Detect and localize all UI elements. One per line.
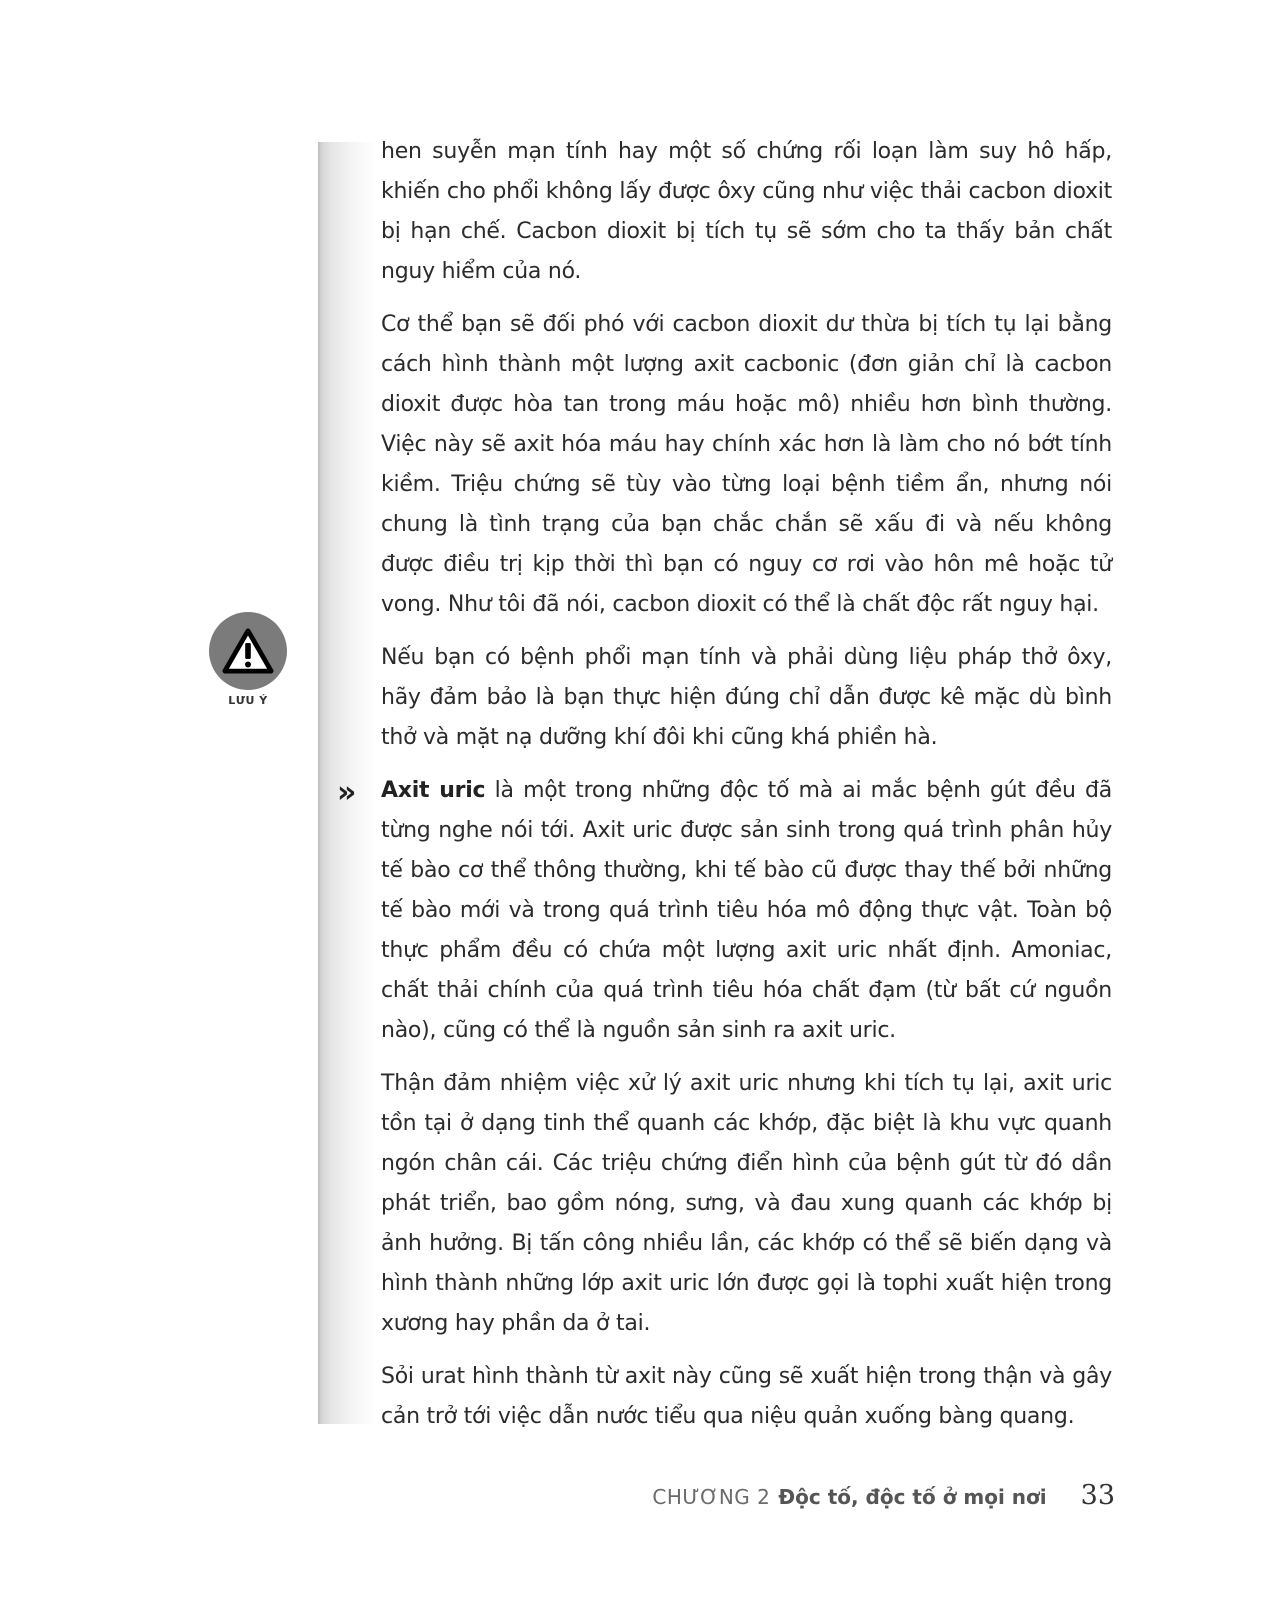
bullet-marker-icon: » [337,775,357,810]
warning-callout [209,612,287,707]
chapter-title: Độc tố, độc tố ở mọi nơi [778,1485,1047,1509]
chapter-label: CHƯƠNG 2 [652,1485,771,1509]
page-footer [0,1480,1115,1511]
paragraph: Sỏi urat hình thành từ axit này cũng sẽ xuất hiện trong thận và gây cản trở tới việc dẫn nước tiểu qua niệu quản xuống bàng quang. [381,1364,1112,1429]
paragraph: Cơ thể bạn sẽ đối phó với cacbon dioxit dư thừa bị tích tụ lại bằng cách hình thành một lượng axit cacbonic (đơn giản chỉ là cacbon dioxit được hòa tan trong máu hoặc mô) nhiều hơn bình thường. Việc này sẽ axit hóa máu hay chính xác hơn là làm cho nó bớt tính kiềm. Triệu chứng sẽ tùy vào từng loại bệnh tiềm ẩn, nhưng nói chung là tình trạng của bạn chắc chắn sẽ xấu đi và nếu không được điều trị kịp thời thì bạn có nguy cơ rơi vào hôn mê hoặc tử vong. Như tôi đã nói, cacbon dioxit có thể là chất độc rất nguy hại. [381,312,1112,617]
warning-label: LƯU Ý [228,694,268,707]
bullet-term: Axit uric [381,778,486,803]
page-number: 33 [1080,1480,1115,1511]
paragraph: Nếu bạn có bệnh phổi mạn tính và phải dùng liệu pháp thở ôxy, hãy đảm bảo là bạn thực hiện đúng chỉ dẫn được kê mặc dù bình thở và mặt nạ dưỡng khí đôi khi cũng khá phiền hà. [381,645,1112,750]
warning-triangle-icon [209,612,287,690]
bullet-text: là một trong những độc tố mà ai mắc bệnh gút đều đã từng nghe nói tới. Axit uric được sản sinh trong quá trình phân hủy tế bào cơ thể thông thường, khi tế bào cũ được thay thế bởi những tế bào mới và trong quá trình tiêu hóa mô động thực vật. Toàn bộ thực phẩm đều có chứa một lượng axit uric nhất định. Amoniac, chất thải chính của quá trình tiêu hóa chất đạm (từ bất cứ nguồn nào), cũng có thể là nguồn sản sinh ra axit uric. [381,778,1113,1043]
paragraph: hen suyễn mạn tính hay một số chứng rối loạn làm suy hô hấp, khiến cho phổi không lấy được ôxy cũng như việc thải cacbon dioxit bị hạn chế. Cacbon dioxit bị tích tụ sẽ sớm cho ta thấy bản chất nguy hiểm của nó. [381,139,1112,284]
paragraph: Thận đảm nhiệm việc xử lý axit uric nhưng khi tích tụ lại, axit uric tồn tại ở dạng tinh thể quanh các khớp, đặc biệt là khu vực quanh ngón chân cái. Các triệu chứng điển hình của bệnh gút từ đó dần phát triển, bao gồm nóng, sưng, và đau xung quanh các khớp bị ảnh hưởng. Bị tấn công nhiều lần, các khớp có thể sẽ biến dạng và hình thành những lớp axit uric lớn được gọi là tophi xuất hiện trong xương hay phần da ở tai. [381,1071,1112,1336]
body-text [381,132,1112,1450]
bullet-paragraph [381,771,1112,1051]
